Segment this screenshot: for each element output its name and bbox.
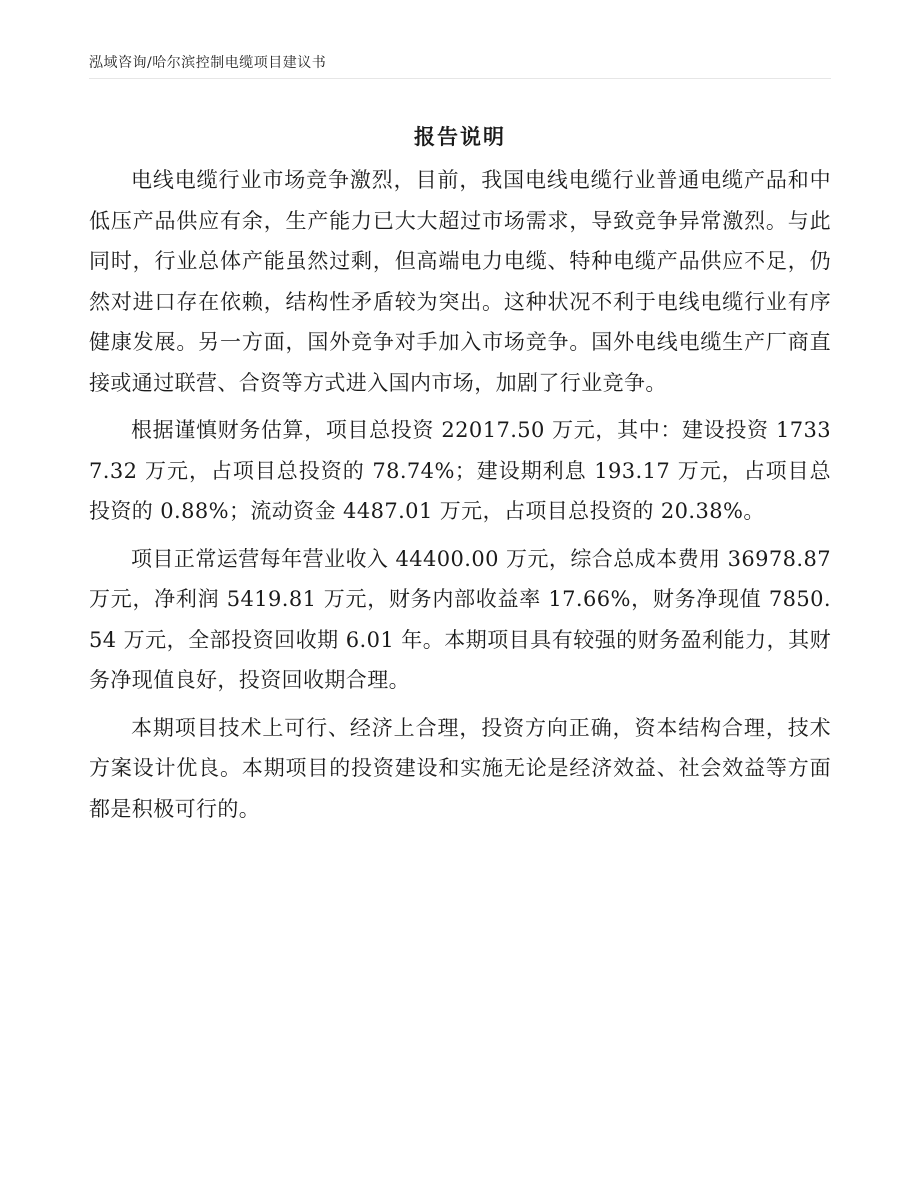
header-divider [89,78,831,79]
running-header: 泓域咨询/哈尔滨控制电缆项目建议书 [89,55,327,71]
paragraph-feasibility-conclusion: 本期项目技术上可行、经济上合理，投资方向正确，资本结构合理，技术方案设计优良。本期项目的投资建设和实施无论是经济效益、社会效益等方面都是积极可行的。 [89,715,831,821]
paragraph-financial-returns: 项目正常运营每年营业收入 44400.00 万元，综合总成本费用 36978.87 万元，净利润 5419.81 万元，财务内部收益率 17.66%，财务净现值 7850.54 万元，全部投资回收期 6.01 年。本期项目具有较强的财务盈利能力，其财务净现值良好，投资回收期合理。 [89,546,831,692]
page-title: 报告说明 [414,124,506,149]
paragraph-investment-estimate: 根据谨慎财务估算，项目总投资 22017.50 万元，其中：建设投资 17337.32 万元，占项目总投资的 78.74%；建设期利息 193.17 万元，占项目总投资的 0.88%；流动资金 4487.01 万元，占项目总投资的 20.38%。 [89,418,831,523]
report-body [89,160,831,829]
paragraph-industry-competition: 电线电缆行业市场竞争激烈，目前，我国电线电缆行业普通电缆产品和中低压产品供应有余，生产能力已大大超过市场需求，导致竞争异常激烈。与此同时，行业总体产能虽然过剩，但高端电力电缆、特种电缆产品供应不足，仍然对进口存在依赖，结构性矛盾较为突出。这种状况不利于电线电缆行业有序健康发展。另一方面，国外竞争对手加入市场竞争。国外电线电缆生产厂商直接或通过联营、合资等方式进入国内市场，加剧了行业竞争。 [89,168,831,395]
